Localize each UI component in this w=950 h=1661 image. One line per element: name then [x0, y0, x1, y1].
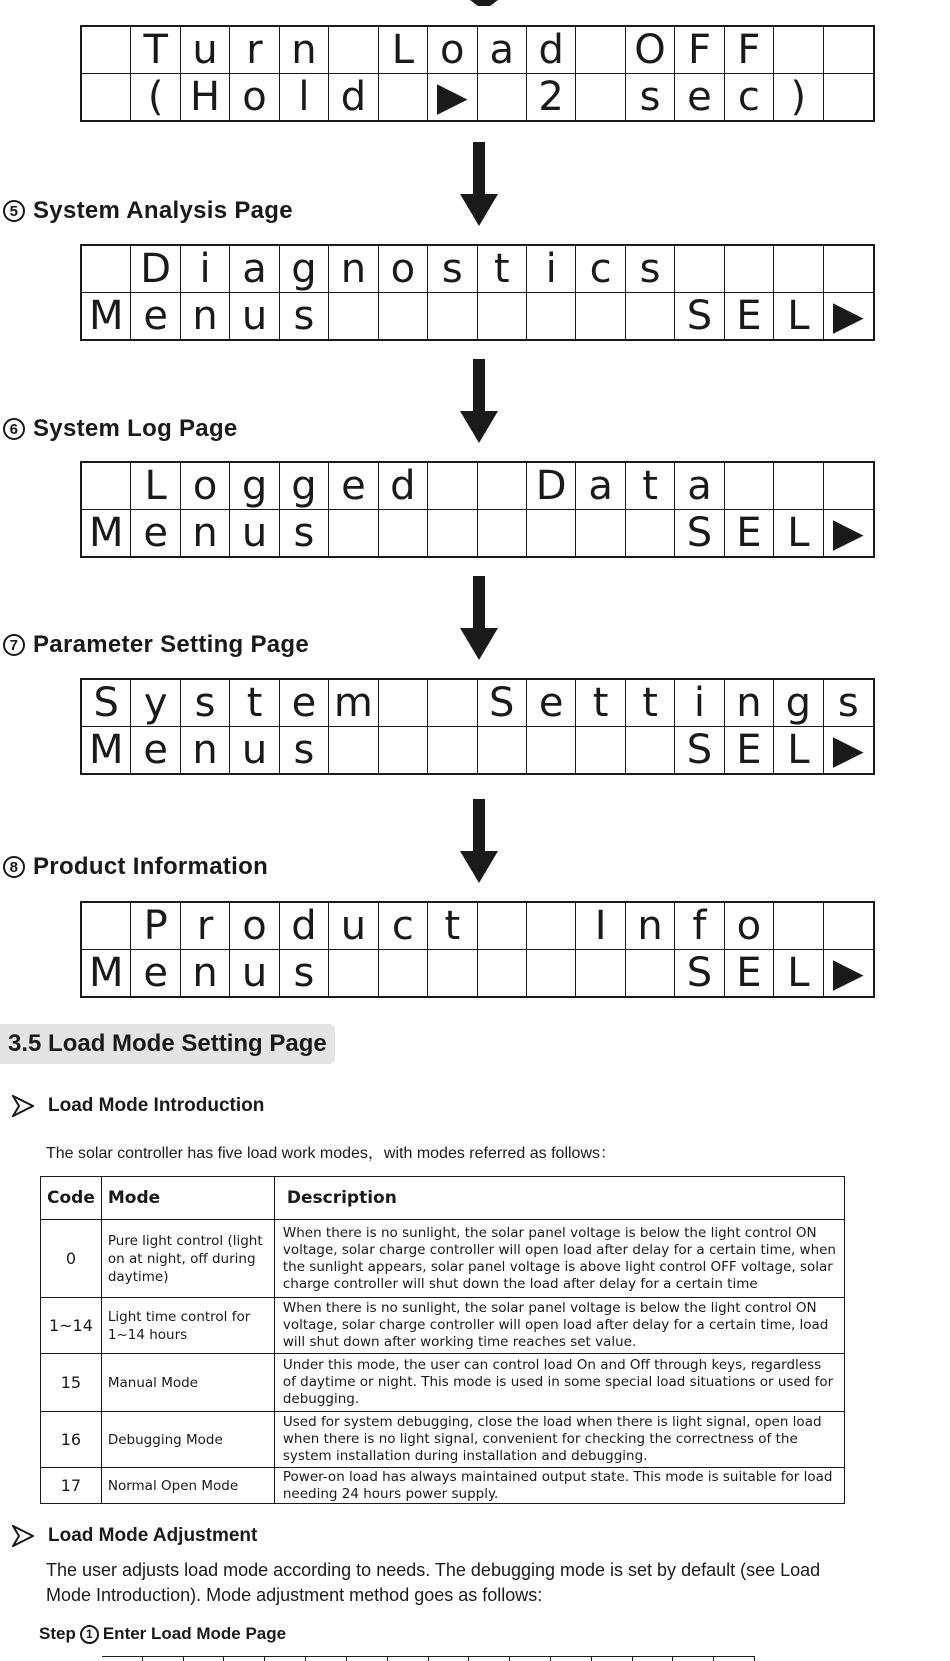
- lcd-cell: e: [131, 950, 180, 997]
- lcd-cell: E: [725, 950, 774, 997]
- lcd-cell: [725, 246, 774, 293]
- lcd-cell: [428, 293, 477, 340]
- lcd-cell: f: [675, 903, 724, 950]
- lcd-cell: [428, 463, 477, 510]
- lcd-cell: D: [131, 246, 180, 293]
- down-arrow-icon: [460, 359, 498, 444]
- header-mode: Mode: [101, 1177, 274, 1220]
- table-row: [41, 1354, 845, 1412]
- lcd-cell: n: [280, 27, 329, 74]
- lcd-cell: d: [379, 463, 428, 510]
- lcd-cell: l: [280, 74, 329, 121]
- lcd-cell: L: [774, 950, 823, 997]
- lcd-cell: [675, 246, 724, 293]
- lcd-cell: [527, 510, 576, 557]
- load-mode-table: [40, 1176, 845, 1504]
- cell-code: 0: [41, 1220, 102, 1298]
- lcd-cell: n: [181, 727, 230, 774]
- lcd-screen-turn-load-off: [80, 25, 875, 122]
- intro-paragraph: The solar controller has five load work modes，with modes referred as follows：: [46, 1145, 617, 1162]
- lcd-arrow-icon: ▶: [832, 949, 864, 996]
- lcd-cell: s: [280, 727, 329, 774]
- lcd-cell: [527, 950, 576, 997]
- page-label-system-analysis: [3, 197, 293, 225]
- lcd-cell: [428, 727, 477, 774]
- lcd-cell: [82, 27, 131, 74]
- lcd-arrow-icon: ▶: [832, 726, 864, 773]
- down-arrow-icon: [460, 142, 498, 227]
- lcd-cell: [379, 74, 428, 121]
- lcd-cell: s: [280, 293, 329, 340]
- lcd-cell: [626, 950, 675, 997]
- lcd-cell: (: [131, 74, 180, 121]
- lcd-cell: E: [725, 510, 774, 557]
- lcd-cell: [82, 246, 131, 293]
- cell-code: 17: [41, 1468, 102, 1504]
- step-word: Step: [39, 1624, 76, 1643]
- lcd-cell: [774, 903, 823, 950]
- lcd-cell: S: [675, 727, 724, 774]
- lcd-cell: [576, 727, 625, 774]
- lcd-cell: n: [181, 510, 230, 557]
- lcd-cell: [774, 463, 823, 510]
- page-label-system-log: [3, 415, 238, 443]
- lcd-cell: M: [82, 950, 131, 997]
- lcd-cell: M: [82, 510, 131, 557]
- cell-mode: Normal Open Mode: [101, 1468, 274, 1504]
- lcd-cell: [576, 293, 625, 340]
- lcd-cell: g: [280, 246, 329, 293]
- lcd-cell: u: [230, 293, 279, 340]
- lcd-arrow-icon: ▶: [832, 292, 864, 339]
- lcd-cell: g: [774, 680, 823, 727]
- lcd-cell: [478, 727, 527, 774]
- lcd-cell: L: [774, 293, 823, 340]
- lcd-cell: e: [131, 293, 180, 340]
- lcd-cell: D: [527, 463, 576, 510]
- down-arrow-icon: [460, 576, 498, 661]
- lcd-cell: [329, 950, 378, 997]
- lcd-cell: [478, 293, 527, 340]
- lcd-cell: [725, 463, 774, 510]
- lcd-cell: P: [131, 903, 180, 950]
- lcd-cell: d: [280, 903, 329, 950]
- cell-mode: Manual Mode: [101, 1354, 274, 1412]
- lcd-cell: o: [428, 27, 477, 74]
- lcd-cell: [824, 74, 873, 121]
- lcd-cell: s: [181, 680, 230, 727]
- lcd-arrow-icon: ▶: [428, 74, 477, 121]
- lcd-cell: g: [230, 463, 279, 510]
- lcd-cell: S: [82, 680, 131, 727]
- lcd-cell: I: [576, 903, 625, 950]
- lcd-cell: E: [725, 293, 774, 340]
- lcd-cell: M: [82, 727, 131, 774]
- lcd-cell: i: [675, 680, 724, 727]
- arrow-stub: [470, 0, 498, 6]
- lcd-cell: L: [774, 727, 823, 774]
- lcd-cell: [379, 293, 428, 340]
- lcd-cell: s: [626, 74, 675, 121]
- cell-description: Under this mode, the user can control load On and Off through keys, regardless of daytime or night. This mode is used in some special load situations or used for debugging.: [274, 1354, 844, 1412]
- lcd-screen-diagnostics: [80, 244, 875, 341]
- lcd-cell: [527, 727, 576, 774]
- lcd-cell: T: [131, 27, 180, 74]
- lcd-cell: t: [230, 680, 279, 727]
- cell-code: 15: [41, 1354, 102, 1412]
- lcd-cell: t: [626, 680, 675, 727]
- lcd-cell: [329, 27, 378, 74]
- subheading-load-mode-adjustment: [12, 1525, 257, 1547]
- circled-number: 5: [3, 200, 25, 222]
- lcd-cell: [626, 727, 675, 774]
- cell-code: 16: [41, 1412, 102, 1468]
- lcd-cell: [329, 293, 378, 340]
- lcd-cell: o: [230, 74, 279, 121]
- step-text: Enter Load Mode Page: [102, 1624, 287, 1643]
- cell-description: Power-on load has always maintained output state. This mode is suitable for load needing 24 hours power supply.: [274, 1468, 844, 1504]
- lcd-cell: i: [181, 246, 230, 293]
- lcd-cell: [774, 246, 823, 293]
- lcd-cell: t: [626, 463, 675, 510]
- lcd-cell: r: [230, 27, 279, 74]
- lcd-cell: [428, 680, 477, 727]
- lcd-cell: n: [329, 246, 378, 293]
- lcd-cell: S: [675, 510, 724, 557]
- cell-mode: Light time control for 1~14 hours: [101, 1298, 274, 1354]
- lcd-cell: a: [675, 463, 724, 510]
- lcd-cell: [824, 463, 873, 510]
- lcd-cell: a: [576, 463, 625, 510]
- lcd-cell: e: [131, 727, 180, 774]
- lcd-cell: e: [675, 74, 724, 121]
- lcd-cell: n: [626, 903, 675, 950]
- lcd-cell: H: [181, 74, 230, 121]
- lcd-cell: r: [181, 903, 230, 950]
- lcd-cell: S: [675, 950, 724, 997]
- lcd-cell: [329, 727, 378, 774]
- lcd-cell: e: [329, 463, 378, 510]
- lcd-cell: s: [428, 246, 477, 293]
- page-title: System Analysis Page: [33, 197, 293, 224]
- lcd-cell: c: [576, 246, 625, 293]
- lcd-arrow-icon: ▶: [832, 509, 864, 556]
- lcd-cell: [379, 680, 428, 727]
- lcd-cell: [428, 510, 477, 557]
- lcd-cell: [379, 510, 428, 557]
- header-code: Code: [41, 1177, 102, 1220]
- cell-code: 1~14: [41, 1298, 102, 1354]
- step-label: [39, 1624, 286, 1644]
- lcd-cell: [626, 510, 675, 557]
- lcd-cell: E: [725, 727, 774, 774]
- lcd-cell: c: [379, 903, 428, 950]
- lcd-cell: i: [527, 246, 576, 293]
- cell-description: When there is no sunlight, the solar panel voltage is below the light control ON voltage, solar charge controller will open load after delay for a certain time, when the sunlight appears, solar panel voltage is above light control OFF voltage, solar charge controller will shut down the load after delay for a certain time: [274, 1220, 844, 1298]
- circled-number: 1: [80, 1625, 99, 1644]
- lcd-cell: u: [230, 950, 279, 997]
- lcd-cell: [626, 293, 675, 340]
- page-title: Product Information: [33, 853, 269, 880]
- lcd-cell: m: [329, 680, 378, 727]
- page-title: Parameter Setting Page: [33, 631, 310, 658]
- lcd-cell: L: [131, 463, 180, 510]
- lcd-cell: [824, 27, 873, 74]
- table-row: [41, 1468, 845, 1504]
- lcd-cell: s: [280, 950, 329, 997]
- lcd-cell: O: [626, 27, 675, 74]
- page-label-product-information: [3, 853, 268, 881]
- lcd-cell: S: [675, 293, 724, 340]
- circled-number: 7: [3, 634, 25, 656]
- lcd-cell: o: [379, 246, 428, 293]
- lcd-cell: e: [527, 680, 576, 727]
- lcd-cell: [478, 510, 527, 557]
- lcd-cell: [478, 74, 527, 121]
- lcd-cell: e: [131, 510, 180, 557]
- lcd-cell: F: [675, 27, 724, 74]
- circled-number: 6: [3, 418, 25, 440]
- lcd-cell: L: [774, 510, 823, 557]
- page-label-parameter-setting: [3, 631, 309, 659]
- lcd-cell: [478, 903, 527, 950]
- subheading-text: Load Mode Adjustment: [48, 1525, 258, 1546]
- cell-description: When there is no sunlight, the solar panel voltage is below the light control ON voltage, solar charge controller will open load after delay for a certain time, load will shut down after working time reaches set value.: [274, 1298, 844, 1354]
- lcd-screen-system-settings: [80, 678, 875, 775]
- page-title: System Log Page: [33, 415, 238, 442]
- lcd-cell: [824, 246, 873, 293]
- lcd-cell: u: [230, 510, 279, 557]
- circled-number: 8: [3, 856, 25, 878]
- lcd-cell: [428, 950, 477, 997]
- arrowhead-bullet-icon: [12, 1525, 34, 1547]
- lcd-cell: t: [478, 246, 527, 293]
- lcd-cell: e: [280, 680, 329, 727]
- adjustment-paragraph: The user adjusts load mode according to needs. The debugging mode is set by default (see Load Mode Introduction). Mode adjustment method goes as follows:: [46, 1560, 821, 1605]
- lcd-cell: [82, 463, 131, 510]
- lcd-cell: [576, 74, 625, 121]
- lcd-cell: 2: [527, 74, 576, 121]
- lcd-cell: [82, 74, 131, 121]
- lcd-cell: s: [824, 680, 873, 727]
- lcd-cell: n: [181, 950, 230, 997]
- lcd-cell: [329, 510, 378, 557]
- cell-description: Used for system debugging, close the load when there is light signal, open load when there is no light signal, convenient for checking the correctness of the system installation during installation and debugging.: [274, 1412, 844, 1468]
- lcd-cell: s: [280, 510, 329, 557]
- lcd-cell: S: [478, 680, 527, 727]
- lcd-cell: [527, 903, 576, 950]
- table-header-row: [41, 1177, 845, 1220]
- subheading-load-mode-introduction: [12, 1095, 264, 1117]
- lcd-cell: u: [230, 727, 279, 774]
- cell-mode: Debugging Mode: [101, 1412, 274, 1468]
- lcd-cell: n: [181, 293, 230, 340]
- table-row: [41, 1412, 845, 1468]
- lcd-cell: M: [82, 293, 131, 340]
- lcd-screen-logged-data: [80, 461, 875, 558]
- lcd-cell: y: [131, 680, 180, 727]
- down-arrow-icon: [460, 799, 498, 884]
- lcd-cell: [478, 463, 527, 510]
- lcd-cell: ): [774, 74, 823, 121]
- lcd-cell: [527, 293, 576, 340]
- header-description: Description: [274, 1177, 844, 1220]
- lcd-cell: [576, 27, 625, 74]
- lcd-cell: [379, 727, 428, 774]
- lcd-cell: n: [725, 680, 774, 727]
- lcd-cell: o: [230, 903, 279, 950]
- lcd-cell: d: [527, 27, 576, 74]
- lcd-cell: u: [329, 903, 378, 950]
- lcd-cell: a: [478, 27, 527, 74]
- lcd-cell: g: [280, 463, 329, 510]
- cell-mode: Pure light control (light on at night, off during daytime): [101, 1220, 274, 1298]
- table-row: [41, 1220, 845, 1298]
- lcd-cell: d: [329, 74, 378, 121]
- lcd-cell: [824, 903, 873, 950]
- lcd-cell: t: [428, 903, 477, 950]
- lcd-cell: a: [230, 246, 279, 293]
- lcd-cell: t: [576, 680, 625, 727]
- subheading-text: Load Mode Introduction: [48, 1095, 265, 1116]
- arrowhead-bullet-icon: [12, 1095, 34, 1117]
- lcd-cell: F: [725, 27, 774, 74]
- lcd-screen-partial: [102, 1656, 755, 1661]
- lcd-cell: u: [181, 27, 230, 74]
- section-heading: 3.5 Load Mode Setting Page: [0, 1024, 335, 1064]
- lcd-cell: s: [626, 246, 675, 293]
- lcd-cell: c: [725, 74, 774, 121]
- lcd-cell: [379, 950, 428, 997]
- lcd-cell: o: [725, 903, 774, 950]
- lcd-cell: [82, 903, 131, 950]
- table-row: [41, 1298, 845, 1354]
- lcd-cell: L: [379, 27, 428, 74]
- lcd-cell: [774, 27, 823, 74]
- lcd-cell: [576, 510, 625, 557]
- lcd-cell: o: [181, 463, 230, 510]
- lcd-cell: [478, 950, 527, 997]
- lcd-screen-product-info: [80, 901, 875, 998]
- lcd-cell: [576, 950, 625, 997]
